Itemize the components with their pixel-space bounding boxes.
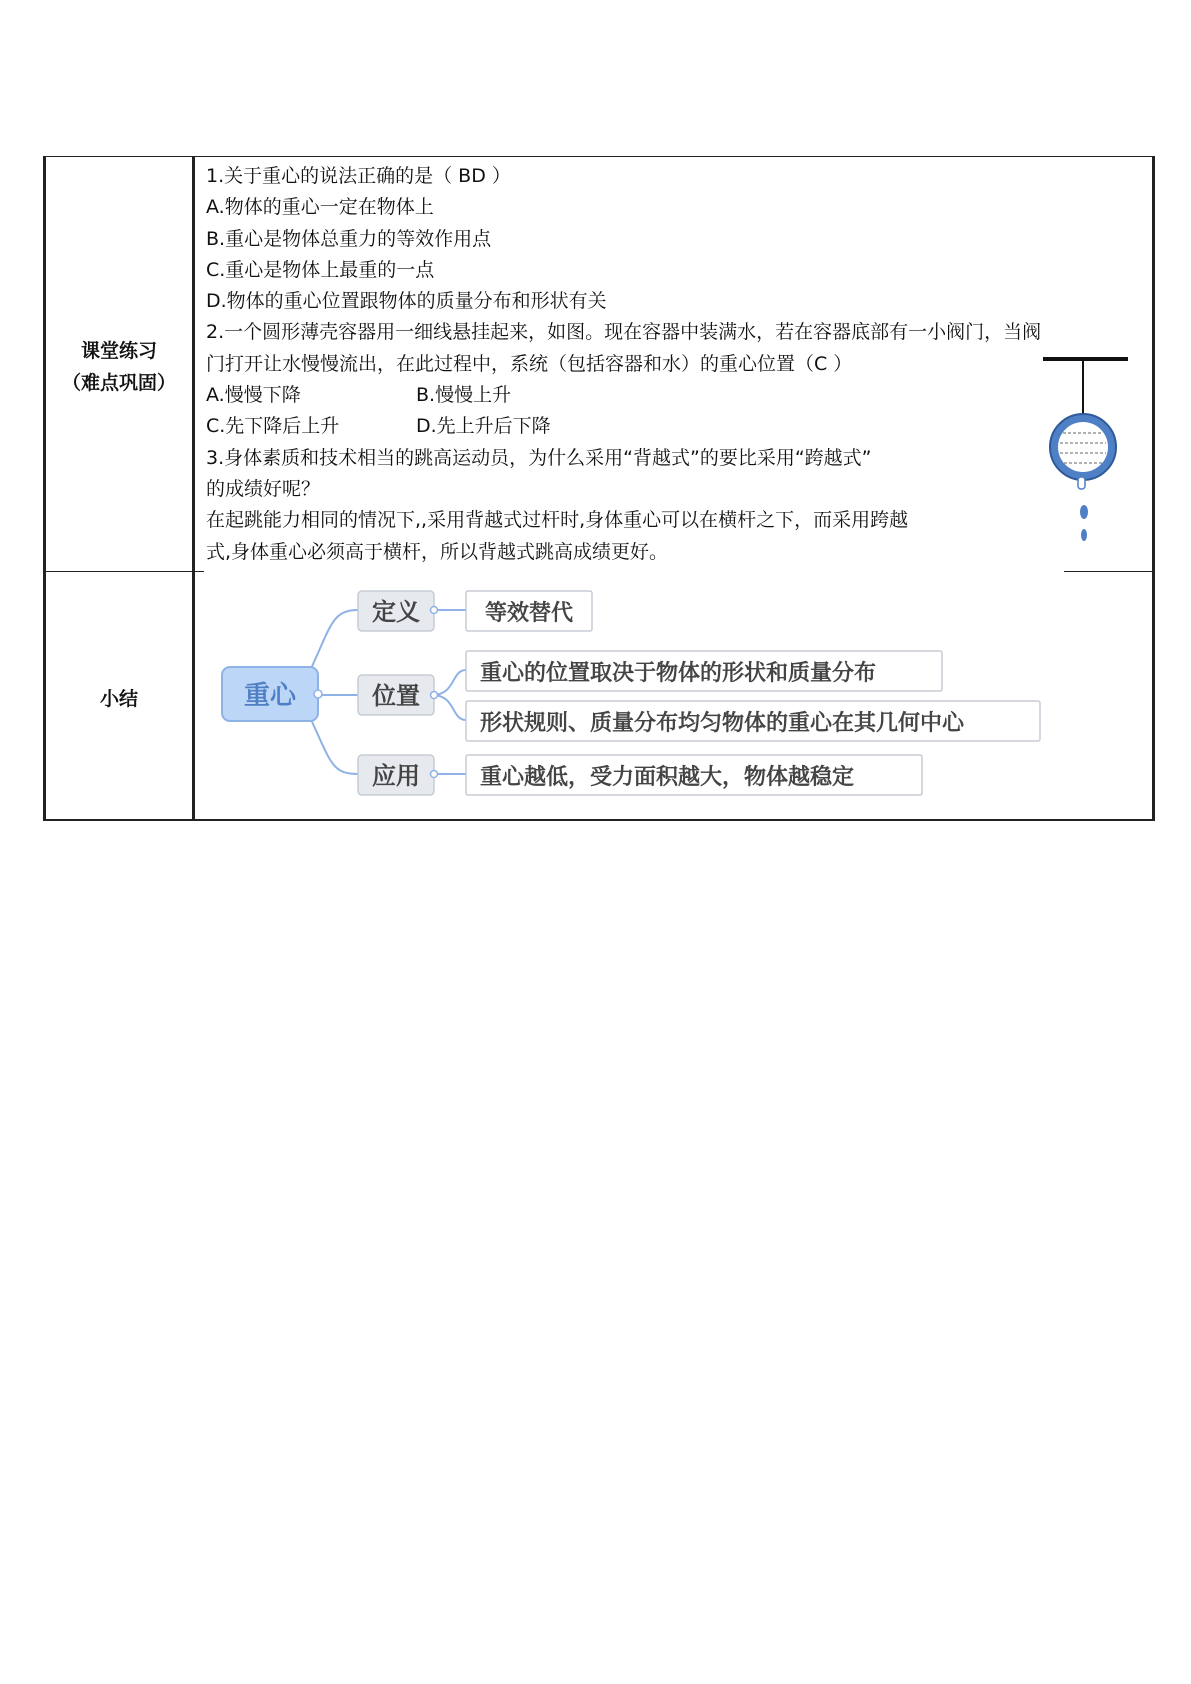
question-2-option-c: C.先下降后上升 [206,415,340,438]
mindmap-branch-label: 位置 [372,682,420,710]
summary-mindmap [46,157,1152,820]
mindmap-leaf-label: 形状规则、质量分布均匀物体的重心在其几何中心 [480,711,965,736]
mindmap-branch-position [358,651,1040,741]
practice-label-line2: （难点巩固） [61,372,176,394]
question-1-option-c: C.重心是物体上最重的一点 [206,258,435,281]
mindmap-branch-label: 应用 [372,762,420,790]
summary-label: 小结 [99,688,138,710]
mindmap-root [222,667,322,721]
question-2-stem-line2: 门打开让水慢慢流出，在此过程中，系统（包括容器和水）的重心位置（C ） [206,352,853,375]
lesson-table [43,156,1155,821]
mindmap-branch-label: 定义 [372,598,420,626]
practice-label-line1: 课堂练习 [80,340,157,362]
question-1-option-b: B.重心是物体总重力的等效作用点 [206,227,492,250]
mindmap-leaf-label: 重心的位置取决于物体的形状和质量分布 [480,661,877,686]
mindmap-branch-definition [358,591,592,631]
question-3-answer-line2: 式,身体重心必须高于横杆，所以背越式跳高成绩更好。 [206,540,669,563]
mindmap-leaf-label: 等效替代 [484,601,574,626]
question-1-option-d: D.物体的重心位置跟物体的质量分布和形状有关 [206,290,607,313]
question-1-stem: 1.关于重心的说法正确的是（ BD ） [206,165,511,187]
mindmap-leaf-label: 重心越低，受力面积越大，物体越稳定 [480,765,855,790]
question-2-option-d: D.先上升后下降 [416,415,551,438]
question-1-option-a: A.物体的重心一定在物体上 [206,196,434,219]
question-2-stem-line1: 2.一个圆形薄壳容器用一细线悬挂起来，如图。现在容器中装满水，若在容器底部有一小阀门，当阀 [206,321,1042,344]
question-2-option-a: A.慢慢下降 [206,384,301,407]
question-2-option-b: B.慢慢上升 [416,384,512,407]
question-3-stem-line1: 3.身体素质和技术相当的跳高运动员，为什么采用“背越式”的要比采用“跨越式” [206,446,872,469]
mindmap-root-label: 重心 [243,681,297,711]
question-3-answer-line1: 在起跳能力相同的情况下,,采用背越式过杆时,身体重心可以在横杆之下，而采用跨越 [206,509,909,532]
question-3-stem-line2: 的成绩好呢？ [206,477,321,500]
